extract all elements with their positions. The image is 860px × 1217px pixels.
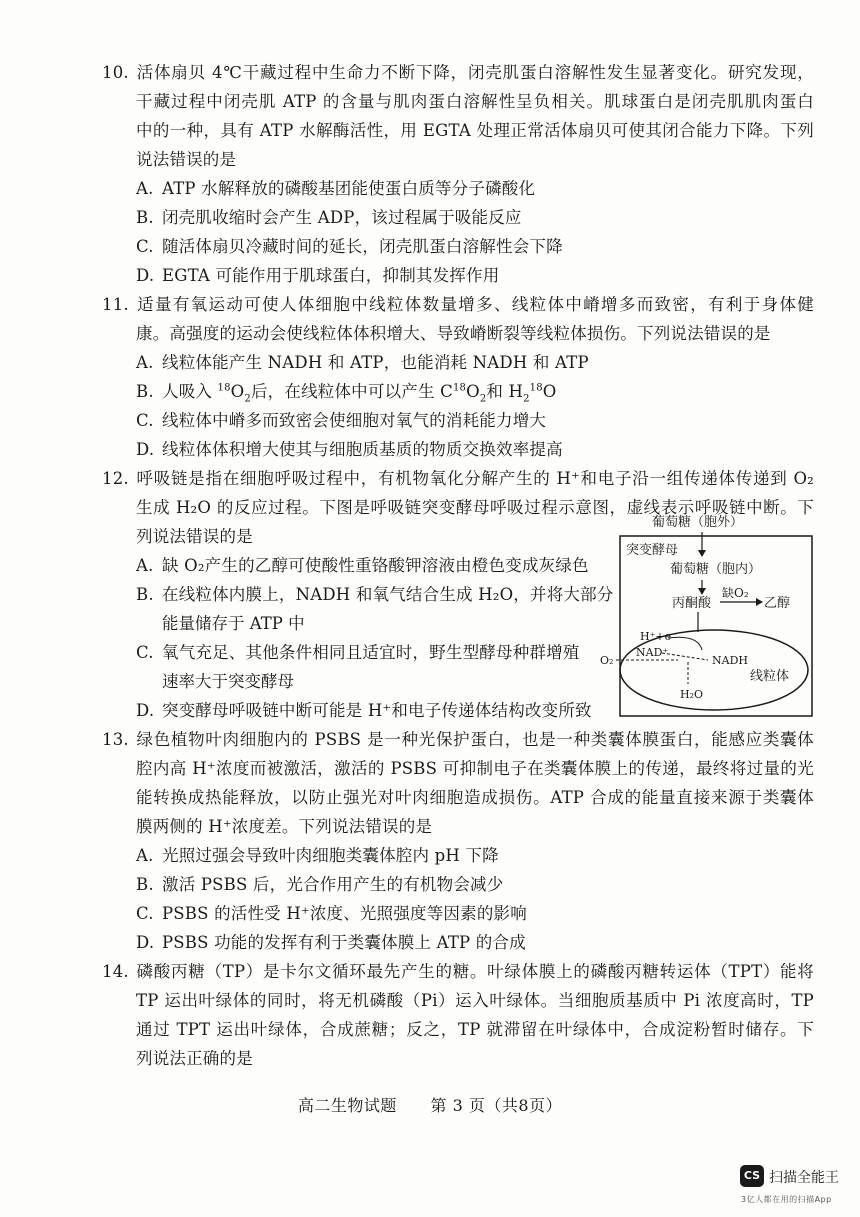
diagram-mutant-yeast: 突变酵母 (626, 543, 679, 558)
question-stem-line (102, 725, 814, 754)
question-number: 14. (102, 962, 129, 981)
option-text-part: 18 (529, 382, 543, 394)
watermark-name: 扫描全能王 (769, 1170, 839, 1186)
question-number: 13. (102, 730, 129, 749)
option-text: 在线粒体内膜上，NADH 和氧气结合生成 H₂O，并将大部分 (162, 585, 614, 604)
question-stem-text: TP 运出叶绿体的同时，将无机磷酸（Pi）运入叶绿体。当细胞质基质中 Pi 浓度高时，TP (136, 991, 814, 1010)
option-d (102, 261, 814, 290)
question-stem-line (102, 754, 814, 783)
diagram-arrowhead (698, 550, 706, 557)
option-text-continued: 能量储存于 ATP 中 (162, 614, 305, 633)
watermark-tagline: 3亿人都在用的扫描App (741, 1195, 832, 1204)
option-letter: C. (136, 904, 154, 923)
diagram-nad: NAD⁺ (636, 646, 669, 659)
option-letter: B. (136, 382, 154, 401)
question-stem-line (102, 290, 814, 319)
option-text: 突变酵母呼吸链中断可能是 H⁺和电子传递体结构改变所致 (162, 701, 592, 720)
scanner-watermark (738, 1161, 858, 1217)
option-text: 闭壳肌收缩时会产生 ADP，该过程属于吸能反应 (162, 208, 522, 227)
option-c (102, 232, 814, 261)
option-text-part: 和 H (486, 382, 524, 401)
question-stem-text: 绿色植物叶肉细胞内的 PSBS 是一种光保护蛋白，也是一种类囊体膜蛋白，能感应类囊体 (136, 730, 814, 749)
question-stem-text: 康。高强度的运动会使线粒体体积增大、导致嵴断裂等线粒体损伤。下列说法错误的是 (136, 324, 771, 343)
question-stem-line (102, 464, 814, 493)
question-stem-text: 干藏过程中闭壳肌 ATP 的含量与肌肉蛋白溶解性呈负相关。肌球蛋白是闭壳肌肌肉蛋白 (136, 92, 814, 111)
diagram-glucose-in: 葡萄糖（胞内） (670, 562, 762, 577)
option-letter: A. (136, 179, 154, 198)
option-text: 缺 O₂产生的乙醇可使酸性重铬酸钾溶液由橙色变成灰绿色 (162, 556, 589, 575)
option-b (102, 203, 814, 232)
question-stem-text: 膜两侧的 H⁺浓度差。下列说法错误的是 (136, 817, 433, 836)
question-stem-text: 列说法正确的是 (136, 1049, 253, 1068)
question-number: 10. (102, 63, 129, 82)
diagram-arrowhead (756, 598, 763, 606)
option-a (102, 348, 814, 377)
diagram-pyruvate: 丙酮酸 (672, 596, 712, 611)
option-letter: B. (136, 875, 154, 894)
question-stem-text: 活体扇贝 4℃干藏过程中生命力不断下降，闭壳肌蛋白溶解性发生显著变化。研究发现， (136, 63, 814, 82)
option-text-part: O (230, 382, 245, 401)
diagram-h-e: H⁺+e⁻ (640, 630, 677, 643)
option-letter: D. (136, 440, 155, 459)
option-text-part: 后，在线粒体中可以产生 C (250, 382, 453, 401)
question-number: 12. (102, 469, 129, 488)
option-text: PSBS 功能的发挥有利于类囊体膜上 ATP 的合成 (162, 933, 526, 952)
question-stem-line (102, 522, 616, 551)
diagram-h2o: H₂O (680, 688, 704, 701)
option-text-part: O (542, 382, 557, 401)
option-d (102, 928, 814, 957)
option-text: EGTA 可能作用于肌球蛋白，抑制其发挥作用 (162, 266, 500, 285)
option-b (102, 870, 814, 899)
question-stem-line (102, 957, 814, 986)
option-text: 线粒体中嵴多而致密会使细胞对氧气的消耗能力增大 (162, 411, 547, 430)
option-text: 线粒体体积增大使其与细胞质基质的物质交换效率提高 (162, 440, 563, 459)
question-11 (102, 290, 814, 464)
option-letter: C. (136, 237, 154, 256)
question-stem-line (102, 58, 814, 87)
diagram-glucose-out: 葡萄糖（胞外） (652, 515, 744, 530)
option-text: 氧气充足、其他条件相同且适宜时，野生型酵母种群增殖 (162, 643, 580, 662)
option-letter: B. (136, 585, 154, 604)
respiration-chain-diagram (598, 510, 818, 720)
option-text-part: 人吸入 (162, 382, 218, 401)
question-stem-text: 说法错误的是 (136, 150, 237, 169)
option-c (102, 899, 814, 928)
question-stem-text: 通过 TPT 运出叶绿体，合成蔗糖；反之，TP 就滞留在叶绿体中，合成淀粉暂时储存。下 (136, 1020, 814, 1039)
diagram-mitochondria: 线粒体 (750, 669, 790, 684)
question-stem-text: 生成 H₂O 的反应过程。下图是呼吸链突变酵母呼吸过程示意图，虚线表示呼吸链中断。下 (136, 498, 814, 517)
option-letter: A. (136, 846, 154, 865)
question-stem-text: 列说法错误的是 (136, 527, 253, 546)
question-stem-text: 磷酸丙糖（TP）是卡尔文循环最先产生的糖。叶绿体膜上的磷酸丙糖转运体（TPT）能将 (136, 962, 814, 981)
question-stem-text: 腔内高 H⁺浓度而被激活，激活的 PSBS 可抑制电子在类囊体膜上的传递，最终将过量的光 (136, 759, 814, 778)
option-b (102, 377, 814, 406)
option-c (102, 406, 814, 435)
option-letter: A. (136, 353, 154, 372)
option-letter: D. (136, 933, 155, 952)
page-footer (0, 1093, 860, 1116)
option-letter: C. (136, 643, 154, 662)
option-text-continued: 速率大于突变酵母 (162, 672, 294, 691)
option-letter: D. (136, 266, 155, 285)
option-text: ATP 水解释放的磷酸基团能使蛋白质等分子磷酸化 (162, 179, 536, 198)
question-stem-line (102, 783, 814, 812)
option-letter: D. (136, 701, 155, 720)
option-text-part: 2 (523, 393, 530, 405)
option-text: 线粒体能产生 NADH 和 ATP，也能消耗 NADH 和 ATP (162, 353, 589, 372)
question-stem-line (102, 1044, 814, 1073)
question-stem-text: 能转换成热能释放，以防止强光对叶肉细胞造成损伤。ATP 合成的能量直接来源于类囊体 (136, 788, 814, 807)
question-stem-line (102, 319, 814, 348)
diagram-lack-o2: 缺O₂ (722, 586, 749, 600)
question-13 (102, 725, 814, 957)
option-a (102, 841, 814, 870)
option-text (162, 382, 557, 405)
question-10 (102, 58, 814, 290)
option-text: 随活体扇贝冷藏时间的延长，闭壳肌蛋白溶解性会下降 (162, 237, 563, 256)
option-text: 激活 PSBS 后，光合作用产生的有机物会减少 (162, 875, 504, 894)
cs-logo-icon: CS (740, 1165, 764, 1187)
option-text: PSBS 的活性受 H⁺浓度、光照强度等因素的影响 (162, 904, 527, 923)
footer-page-number: 第 3 页（共8页） (430, 1096, 563, 1115)
question-stem-line (102, 87, 814, 116)
question-number: 11. (102, 295, 129, 314)
question-stem-text: 适量有氧运动可使人体细胞中线粒体数量增多、线粒体中嵴增多而致密，有利于身体健 (136, 295, 814, 314)
option-text-part: 2 (479, 393, 487, 405)
option-letter: C. (136, 411, 154, 430)
question-14 (102, 957, 814, 1073)
question-stem-line (102, 986, 814, 1015)
option-d (102, 435, 814, 464)
question-stem-line (102, 1015, 814, 1044)
option-text-part: 18 (452, 382, 467, 394)
footer-subject: 高二生物试题 (297, 1096, 397, 1115)
option-text-part: 2 (244, 393, 251, 405)
option-letter: B. (136, 208, 154, 227)
option-letter: A. (136, 556, 154, 575)
diagram-arrowhead (698, 588, 706, 595)
option-text-part: 18 (217, 382, 231, 394)
option-a (102, 174, 814, 203)
question-stem-line (102, 145, 814, 174)
question-stem-text: 呼吸链是指在细胞呼吸过程中，有机物氧化分解产生的 H⁺和电子沿一组传递体传递到 O₂ (136, 469, 814, 488)
option-text: 光照过强会导致叶肉细胞类囊体腔内 pH 下降 (162, 846, 499, 865)
question-stem-line (102, 812, 814, 841)
question-stem-text: 中的一种，具有 ATP 水解酶活性，用 EGTA 处理正常活体扇贝可使其闭合能力下降。下列 (136, 121, 814, 140)
diagram-ethanol: 乙醇 (764, 596, 791, 611)
diagram-o2: O₂ (600, 654, 614, 667)
diagram-dashed-nad (662, 653, 708, 660)
diagram-nadh: NADH (712, 654, 748, 667)
question-stem-line (102, 116, 814, 145)
option-text-part: O (466, 382, 480, 401)
